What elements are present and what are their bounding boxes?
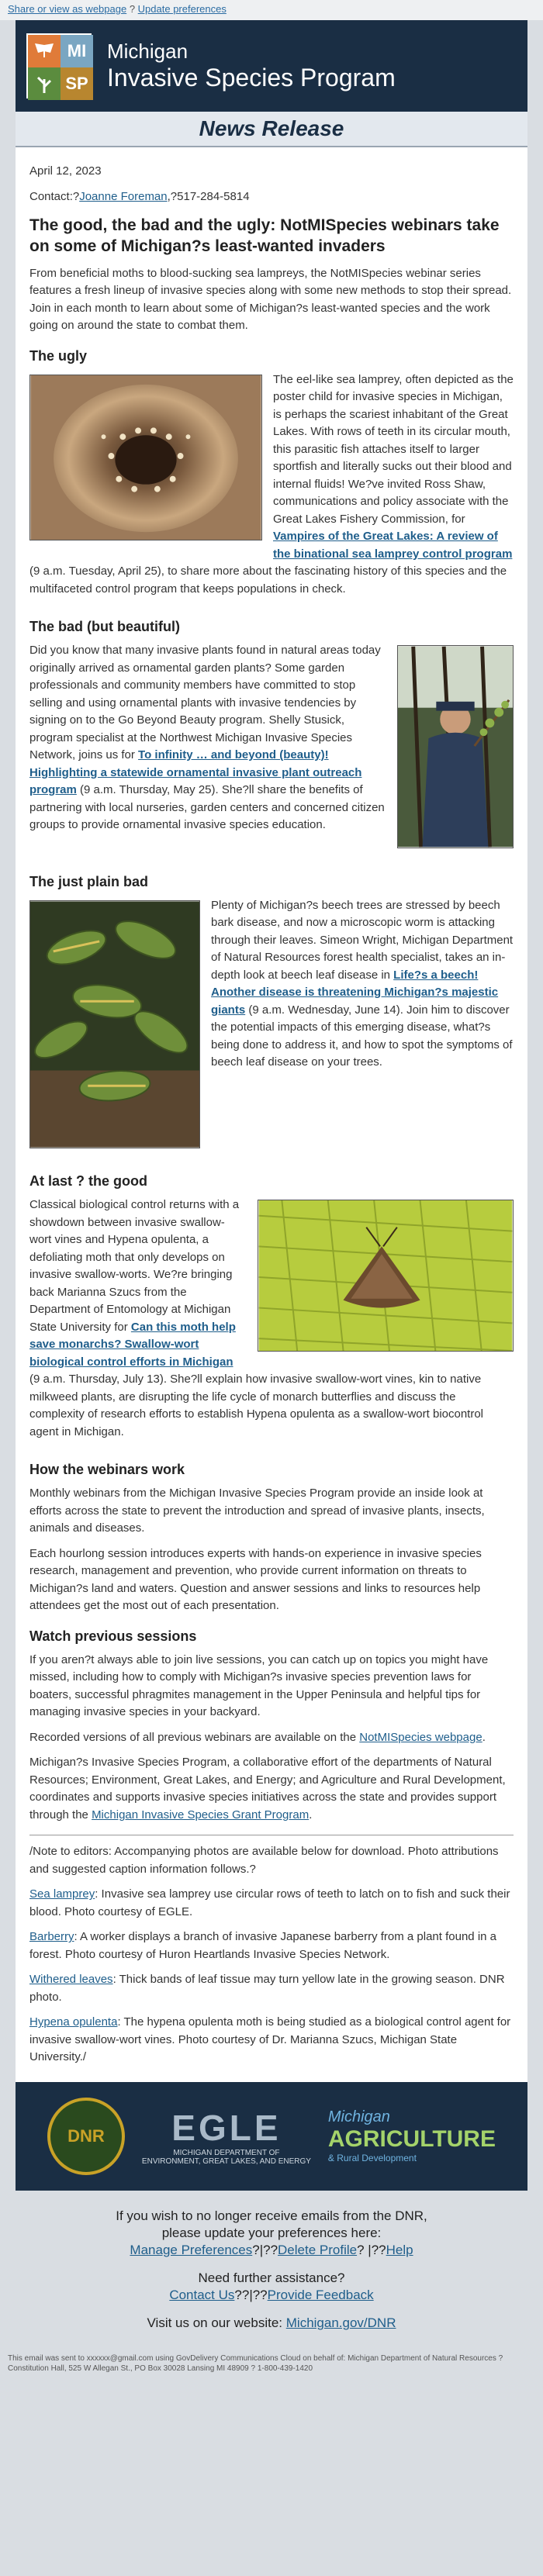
mdard-logo-line3: & Rural Development [327,2153,417,2164]
withered-leaves-photo-link[interactable]: Withered leaves [29,1973,113,1987]
previous-paragraph-1: If you aren?t always able to join live sessions, you can catch up on topics you might have missed, including how to comply with Michigan?s invasive species prevention laws for boaters, successful phragmites management in the Upper Peninsula and helpful tips for managing invasive species in your backyard. [29,1652,489,1719]
program-title-line2: Invasive Species Program [107,64,396,92]
note-item [29,2014,514,2067]
section-how-heading: How the webinars work [29,1462,185,1478]
mdard-logo-line2: AGRICULTURE [327,2126,496,2153]
mdard-logo[interactable] [328,2108,496,2163]
website-line [8,2315,535,2332]
sea-lamprey-photo [29,375,262,547]
notmispecies-webpage-link[interactable]: NotMISpecies webpage [359,1730,482,1744]
section-ugly-heading: The ugly [29,347,88,364]
contact-line [29,188,514,206]
withered-leaves-photo [29,900,200,1155]
dnr-logo[interactable] [47,2098,125,2175]
delete-profile-link[interactable]: Delete Profile [278,2242,358,2257]
provide-feedback-link[interactable]: Provide Feedback [267,2287,374,2302]
header-banner [16,20,527,112]
logo-quad-moth-icon [28,35,61,67]
contact-us-link[interactable]: Contact Us [169,2287,235,2302]
egle-logo-subtext-2: ENVIRONMENT, GREAT LAKES, AND ENERGY [141,2156,311,2166]
separator: ??|?? [234,2287,268,2302]
logo-quad-plant-icon [28,67,61,100]
separator: ?|?? [252,2242,278,2257]
headline: The good, the bad and the ugly: NotMISpecies webinars take on some of Michigan?s least-wanted invaders [29,216,500,256]
dnr-logo-text: DNR [67,2125,105,2146]
program-title-line1: Michigan [107,40,188,63]
email-footer [0,2191,543,2350]
note-text: : Invasive sea lamprey use circular rows of teeth to latch on to fish and suck their blood. Photo courtesy of EGLE. [29,1887,510,1918]
news-release-heading: News Release [16,112,527,147]
infinity-beyond-webinar-link[interactable]: To infinity … and beyond (beauty)! Highlighting a statewide ornamental invasive plant outreach program [29,748,362,797]
note-text: : The hypena opulenta moth is being studied as a biological control agent for invasive swallow-wort vines. Photo courtesy of Dr. Marianna Szucs, Michigan State University./ [29,2015,511,2064]
logo-letters-sp: SP [61,67,93,100]
plain-bad-text-part2: (9 a.m. Wednesday, June 14). Join him to discover the potential impacts of this emerging disease, what?s being done to address it, and how to spot the symptoms of beech leaf disease on your trees. [211,1003,513,1069]
previous-p3-prefix: Michigan?s Invasive Species Program, a collaborative effort of the departments of Natural Resources; Environment, Great Lakes, and Energy; and Agriculture and Rural Development, coordinates and supports invasive species initiatives across the state and provides support through the [29,1756,506,1822]
bad-text-part2: (9 a.m. Thursday, May 25). She?ll share the benefits of partnering with local nurseries, garden centers and concerned citizen groups to provide ornamental invasive species education. [29,783,385,832]
program-title [107,40,396,92]
section-plain-bad-heading: The just plain bad [29,873,149,889]
egle-logo[interactable] [142,2107,311,2166]
agency-logos-bar [16,2082,527,2191]
manage-preferences-link[interactable]: Manage Preferences [130,2242,253,2257]
note-item [29,1886,514,1921]
help-link[interactable]: Help [386,2242,413,2257]
website-prefix: Visit us on our website: [147,2315,286,2331]
previous-p3-suffix: . [309,1808,313,1822]
top-links-bar [0,0,543,20]
barberry-photo-link[interactable]: Barberry [29,1930,74,1944]
contact-phone: ,?517-284-5814 [167,189,250,203]
contact-prefix: Contact:? [29,189,80,203]
vampires-webinar-link[interactable]: Vampires of the Great Lakes: A review of the binational sea lamprey control program [273,530,513,561]
share-webpage-link[interactable]: Share or view as webpage [8,3,127,15]
previous-paragraph-3 [29,1754,514,1824]
hypena-opulenta-photo-link[interactable]: Hypena opulenta [29,2015,118,2029]
note-item [29,1929,514,1963]
editor-notes [29,1835,514,2067]
bad-text-part1: Did you know that many invasive plants found in natural areas today originally arrived as ornamental garden plants? Some garden professionals and community members have committed to stop selling and using ornamental plants with invasive tendencies by signing on to the Go Beyond Beauty program. Shelly Stusick, program specialist at the Northwest Michigan Invasive Species Network, joins us for [29,644,381,762]
unsubscribe-line-1: If you wish to no longer receive emails from the DNR, [116,2208,427,2223]
egle-logo-subtext-1: MICHIGAN DEPARTMENT OF [173,2148,280,2157]
previous-p2-prefix: Recorded versions of all previous webinars are available on the [29,1730,360,1744]
section-previous-heading: Watch previous sessions [29,1628,197,1644]
dnr-website-link[interactable]: Michigan.gov/DNR [285,2315,396,2331]
section-bad-heading: The bad (but beautiful) [29,619,180,635]
moth-monarchs-webinar-link[interactable]: Can this moth help save monarchs? Swallow-wort biological control efforts in Michigan [29,1320,236,1369]
assistance-heading: Need further assistance? [198,2270,345,2285]
egle-logo-text: EGLE [171,2107,282,2148]
ugly-text-part1: The eel-like sea lamprey, often depicted as the poster child for invasive species in Michigan, is perhaps the scariest inhabitant of the Great Lakes. With rows of teeth in its circular mouth, this parasitic fish attaches itself to larger sportfish and literally sucks out their blood and internal fluids! We?ve invited Ross Shaw, communications and policy associate with the Great Lakes Fishery Commission, for [273,372,514,526]
how-paragraph-1: Monthly webinars from the Michigan Invasive Species Program provide an inside look at efforts across the state to prevent the introduction and spread of invasive plants, insects, animals and diseases. [29,1487,485,1535]
note-item [29,1971,514,2006]
sea-lamprey-photo-link[interactable]: Sea lamprey [29,1887,95,1901]
separator: ? |?? [357,2242,386,2257]
hypena-moth-photo [258,1200,514,1358]
unsubscribe-line-2: please update your preferences here: [161,2225,382,2240]
misp-logo [26,33,92,98]
previous-paragraph-2 [29,1729,514,1747]
ugly-text-part2: (9 a.m. Tuesday, April 25), to share more about the fascinating history of this species and the multifaceted control program that keeps populations in check. [29,565,507,596]
email-card [16,20,527,2191]
separator: ? [126,3,138,15]
preference-links [8,2242,535,2259]
note-text: : A worker displays a branch of invasive Japanese barberry from a plant found in a forest. Photo courtesy of Huron Heartlands Invasive Species Network. [29,1930,496,1961]
note-text: : Thick bands of leaf tissue may turn yellow late in the growing season. DNR photo. [29,1973,505,2004]
good-text-part1: Classical biological control returns with a showdown between invasive swallow-wort vines and Hypena opulenta, a defoliating moth that only develops on invasive swallow-worts. We?re bringing back Marianna Szucs from the Department of Entomology at Michigan State University for [29,1198,240,1334]
plain-bad-text-part1: Plenty of Michigan?s beech trees are stressed by beech bark disease, and now a microscopic worm is attacking through their leaves. Simeon Wright, Michigan Department of Natural Resources forest health specialist, takes an in-depth look at beech leaf disease in [211,898,514,982]
mdard-logo-line1: Michigan [327,2108,390,2126]
editor-notes-intro: /Note to editors: Accompanying photos are available below for download. Photo attributions and suggested caption information follows.? [29,1845,499,1876]
previous-p2-suffix: . [482,1730,486,1744]
fine-print: This email was sent to xxxxxx@gmail.com using GovDelivery Communications Cloud on behalf of: Michigan Department of Natural Resources ? Constitution Hall, 525 W Allegan St., PO Box 30028 Lansing MI 48909 ? 1-800-439-1420 [8,2354,503,2374]
article-body [16,147,527,2082]
lifes-a-beech-webinar-link[interactable]: Life?s a beech! Another disease is threatening Michigan?s majestic giants [211,968,499,1017]
logo-letters-mi: MI [61,35,93,67]
section-good-heading: At last ? the good [29,1173,147,1190]
good-text-part2: (9 a.m. Thursday, July 13). She?ll explain how invasive swallow-wort vines, kin to native milkweed plants, are disrupting the life cycle of monarch butterflies and discuss the complexity of research efforts to establish Hypena opulenta as a swallow-wort biocontrol agent in Michigan. [29,1373,484,1438]
how-paragraph-2: Each hourlong session introduces experts with hands-on experience in invasive species research, management and prevention, who provide current information on threats to Michigan?s land and waters. Question and answer sessions and links to resources help attendees get the most out of each presentation. [29,1546,482,1613]
barberry-worker-photo [397,645,514,855]
contact-name-link[interactable]: Joanne Foreman [79,189,168,203]
intro-paragraph: From beneficial moths to blood-sucking sea lampreys, the NotMISpecies webinar series features a fresh lineup of invasive species along with some new methods to stop their spread. Join in each month to learn about some of Michigan?s least-wanted species and the work going on around the state to combat them. [29,266,512,333]
update-preferences-link[interactable]: Update preferences [137,3,227,15]
assistance-links [8,2287,535,2304]
release-date: April 12, 2023 [29,164,102,178]
grant-program-link[interactable]: Michigan Invasive Species Grant Program [92,1808,310,1822]
